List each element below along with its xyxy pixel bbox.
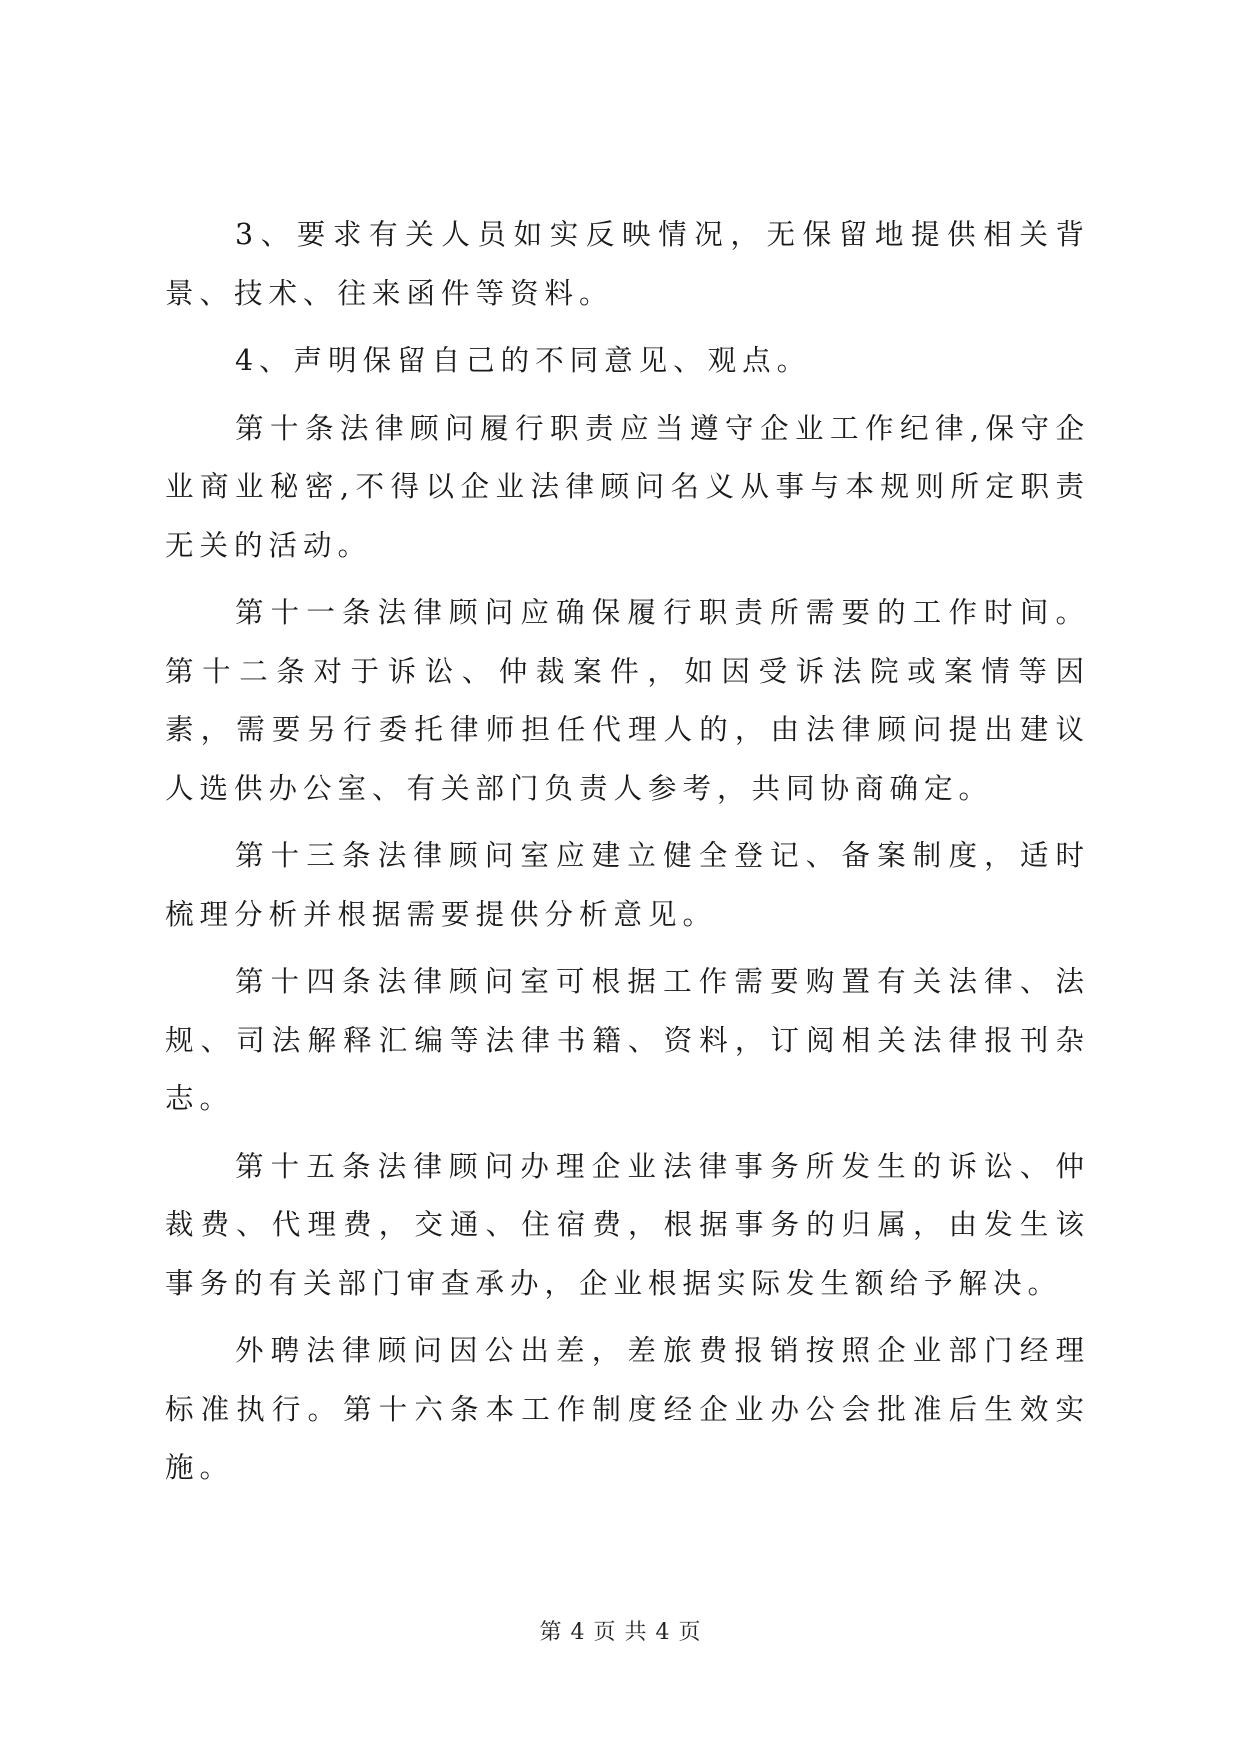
paragraph-item-3: 3、要求有关人员如实反映情况，无保留地提供相关背景、技术、往来函件等资料。 [165,218,1090,310]
paragraph-article-11-12: 第十一条法律顾问应确保履行职责所需要的工作时间。第十二条对于诉讼、仲裁案件，如因受诉法院或案情等因素，需要另行委托律师担任代理人的，由法律顾问提出建议人选供办公室、有关部门负责人参考，共同协商确定。 [165,596,1090,805]
paragraph-article-14: 第十四条法律顾问室可根据工作需要购置有关法律、法规、司法解释汇编等法律书籍、资料，订阅相关法律报刊杂志。 [165,965,1090,1115]
paragraph-article-13: 第十三条法律顾问室应建立健全登记、备案制度，适时梳理分析并根据需要提供分析意见。 [165,839,1090,931]
paragraph-article-15: 第十五条法律顾问办理企业法律事务所发生的诉讼、仲裁费、代理费，交通、住宿费，根据事务的归属，由发生该事务的有关部门审查承办，企业根据实际发生额给予解决。 [165,1149,1090,1300]
page-number-footer: 第 4 页 共 4 页 [539,1620,702,1645]
paragraph-travel-and-article-16: 外聘法律顾问因公出差，差旅费报销按照企业部门经理标准执行。第十六条本工作制度经企业办公会批准后生效实施。 [165,1334,1090,1484]
paragraph-item-4: 4、声明保留自己的不同意见、观点。 [235,344,812,377]
document-body [165,206,1090,1507]
paragraph-article-10: 第十条法律顾问履行职责应当遵守企业工作纪律,保守企业商业秘密,不得以企业法律顾问名义从事与本规则所定职责无关的活动。 [165,411,1090,562]
